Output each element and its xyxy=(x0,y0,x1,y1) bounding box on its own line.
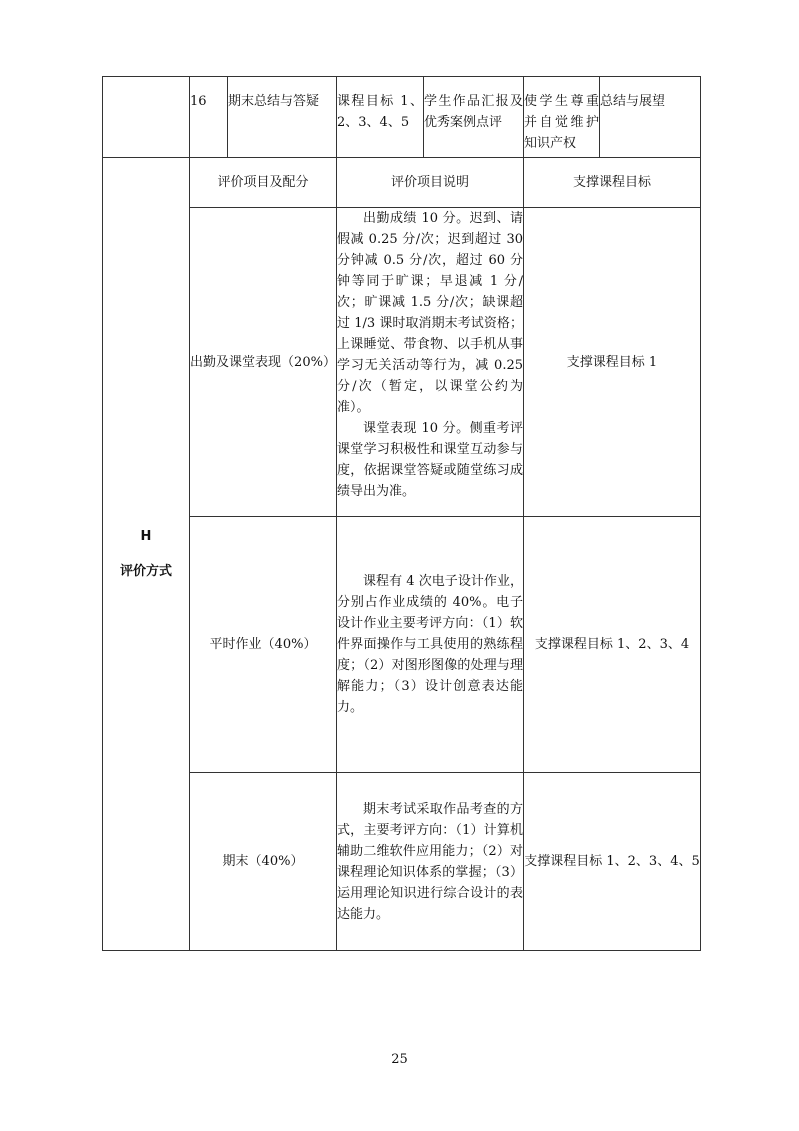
schedule-ideology: 使学生尊重并自觉维护知识产权 xyxy=(524,77,600,158)
row-desc xyxy=(337,517,524,773)
row-desc-paragraph: 课堂表现 10 分。侧重考评课堂学习积极性和课堂互动参与度，依据课堂答疑或随堂练习成绩导出为准。 xyxy=(337,421,523,499)
row-item: 平时作业（40%） xyxy=(190,517,337,773)
schedule-method: 学生作品汇报及优秀案例点评 xyxy=(424,77,524,158)
assessment-header-row xyxy=(103,158,701,208)
schedule-row xyxy=(103,77,701,158)
row-desc xyxy=(337,208,524,517)
page-number: 25 xyxy=(391,1052,408,1067)
row-desc-paragraph: 课程有 4 次电子设计作业，分别占作业成绩的 40%。电子设计作业主要考评方向：（1）软件界面操作与工具使用的熟练程度；（2）对图形图像的处理与理解能力；（3）设计创意表达能力。 xyxy=(337,574,523,715)
row-goal: 支撑课程目标 1、2、3、4、5 xyxy=(524,773,701,951)
schedule-objectives: 课程目标 1、2、3、4、5 xyxy=(337,77,424,158)
section-label-cell xyxy=(103,158,190,951)
header-item: 评价项目及配分 xyxy=(190,158,337,208)
row-desc-paragraph: 期末考试采取作品考查的方式，主要考评方向：（1）计算机辅助二维软件应用能力；（2）对课程理论知识体系的掌握；（3）运用理论知识进行综合设计的表达能力。 xyxy=(337,801,523,922)
header-desc: 评价项目说明 xyxy=(337,158,524,208)
row-desc-paragraph: 出勤成绩 10 分。迟到、请假减 0.25 分/次；迟到超过 30 分钟减 0.5 分/次，超过 60 分钟等同于旷课；早退减 1 分/次；旷课减 1.5 分/次；缺课超过 1/3 课时取消期末考试资格；上课睡觉、带食物、以手机从事学习无关活动等行为，减 0.25 分/次（暂定，以课堂公约为准）。 xyxy=(337,211,523,415)
section-code: H xyxy=(140,529,152,544)
schedule-empty-cell xyxy=(103,77,190,158)
assessment-table xyxy=(102,76,701,951)
row-desc xyxy=(337,773,524,951)
row-item: 期末（40%） xyxy=(190,773,337,951)
row-goal: 支撑课程目标 1 xyxy=(524,208,701,517)
assessment-row xyxy=(103,208,701,517)
row-item: 出勤及课堂表现（20%） xyxy=(190,208,337,517)
assessment-row xyxy=(103,773,701,951)
row-goal: 支撑课程目标 1、2、3、4 xyxy=(524,517,701,773)
assessment-row xyxy=(103,517,701,773)
section-title: 评价方式 xyxy=(119,564,172,579)
schedule-week: 16 xyxy=(190,77,228,158)
schedule-topic: 期末总结与答疑 xyxy=(228,77,337,158)
header-goal: 支撑课程目标 xyxy=(524,158,701,208)
schedule-content: 总结与展望 xyxy=(600,77,701,158)
